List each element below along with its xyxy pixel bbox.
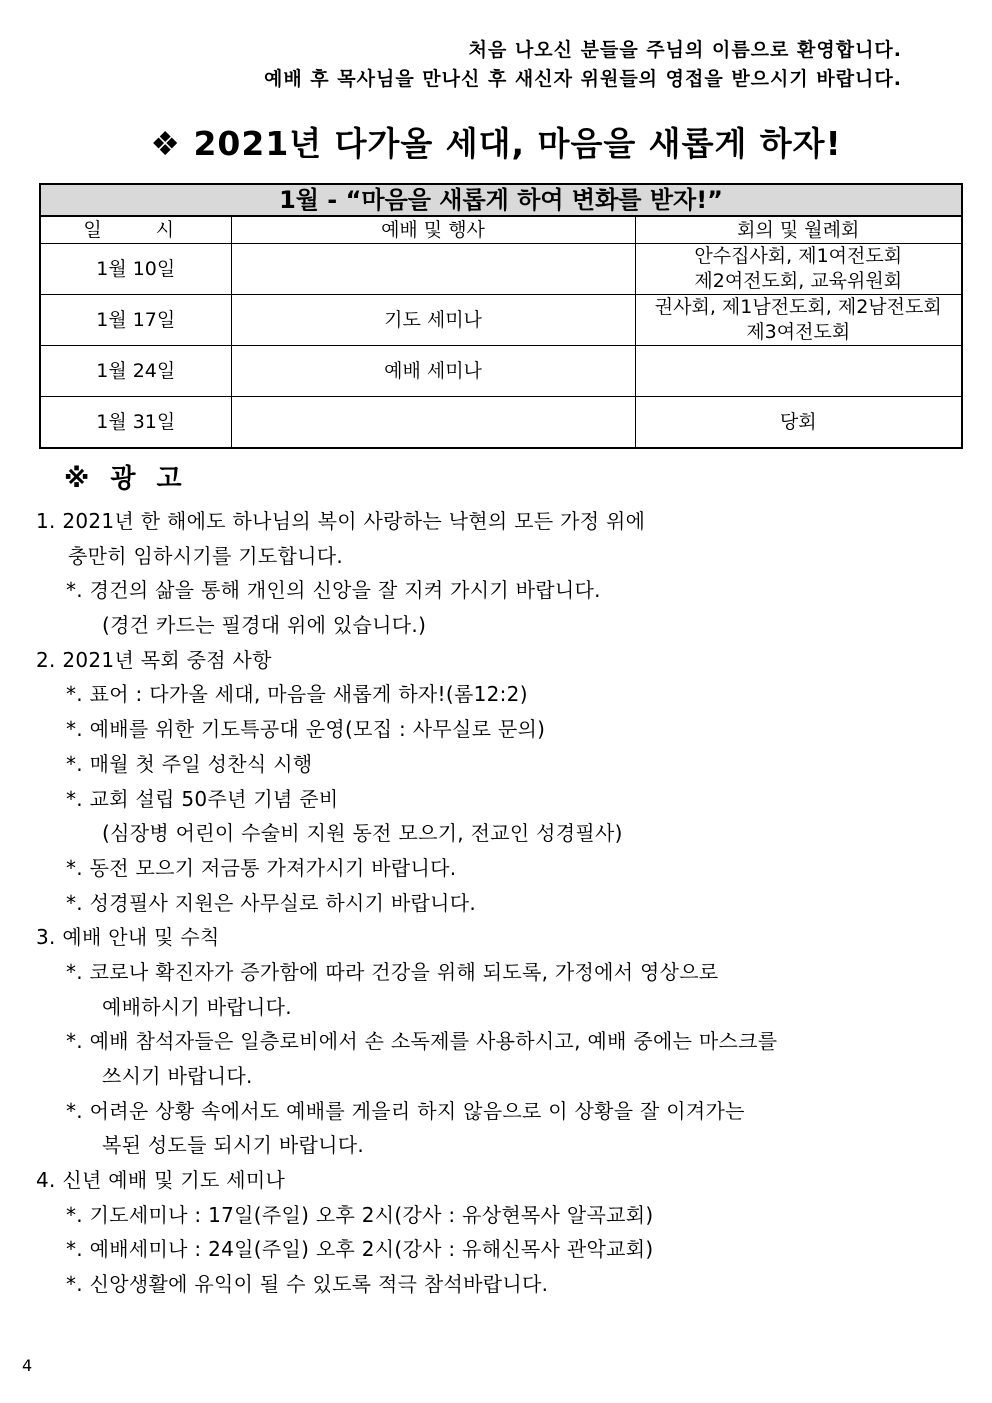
- header-meeting: 회의 및 월례회: [635, 216, 962, 244]
- announcement-line: *. 예배를 위한 기도특공대 운영(모집 : 사무실로 문의): [66, 717, 546, 742]
- announcement-line: *. 교회 설립 50주년 기념 준비: [66, 786, 339, 811]
- announcement-line: *. 예배 참석자들은 일층로비에서 손 소독제를 사용하시고, 예배 중에는 마스크를: [66, 1029, 778, 1054]
- announcement-line: *. 성경필사 지원은 사무실로 하시기 바랍니다.: [66, 890, 477, 915]
- announcement-line: 3. 예배 안내 및 수칙: [36, 925, 220, 950]
- welcome-line-2: 예배 후 목사님을 만나신 후 새신자 위원들의 영접을 받으시기 바랍니다.: [263, 68, 902, 90]
- announcement-line: 충만히 임하시기를 기도합니다.: [68, 543, 344, 568]
- header-event: 예배 및 행사: [231, 216, 635, 244]
- announcement-line: *. 표어 : 다가올 세대, 마음을 새롭게 하자!(롬12:2): [66, 682, 528, 707]
- welcome-line-1: 처음 나오신 분들을 주님의 이름으로 환영합니다.: [468, 39, 902, 61]
- row-event: [231, 397, 635, 449]
- page-number: 4: [22, 1356, 33, 1375]
- row-meeting-line-1: 당회: [779, 410, 817, 433]
- announcement-line: *. 코로나 확진자가 증가함에 따라 건강을 위해 되도록, 가정에서 영상으로: [66, 959, 719, 984]
- table-row: [40, 244, 962, 295]
- announcements-list: [36, 504, 936, 1302]
- announcement-line: 복된 성도들 되시기 바랍니다.: [102, 1133, 365, 1158]
- announcement-line: 1. 2021년 한 해에도 하나님의 복이 사랑하는 낙현의 모든 가정 위에: [36, 509, 646, 533]
- month-title-row: [40, 184, 962, 216]
- row-meeting-line-1: 권사회, 제1남전도회, 제2남전도회: [654, 296, 942, 318]
- announcement-line: *. 동전 모으기 저금통 가져가시기 바랍니다.: [66, 855, 457, 880]
- announcement-line: 예배하시기 바랍니다.: [102, 994, 292, 1019]
- row-date: 1월 17일: [40, 295, 231, 346]
- month-title: 1월 - “마음을 새롭게 하여 변화를 받자!”: [40, 184, 962, 216]
- row-meeting: [635, 244, 962, 295]
- announcement-line: 쓰시기 바랍니다.: [102, 1064, 253, 1088]
- header-row: [40, 216, 962, 244]
- row-meeting-line-2: 제2여전도회, 교육위원회: [694, 270, 903, 292]
- row-date: 1월 10일: [40, 244, 231, 295]
- row-meeting-line-2: 제3여전도회: [746, 321, 851, 343]
- announcement-line: *. 경건의 삶을 통해 개인의 신앙을 잘 지켜 가시기 바랍니다.: [66, 578, 601, 603]
- welcome-message: [264, 36, 902, 94]
- announcements-heading: ※ 광 고: [64, 464, 188, 494]
- row-date: 1월 31일: [40, 397, 231, 449]
- table-row: [40, 397, 962, 449]
- announcement-line: *. 어려운 상황 속에서도 예배를 게을리 하지 않음으로 이 상황을 잘 이겨가는: [66, 1098, 745, 1123]
- table-row: [40, 295, 962, 346]
- header-date: 일 시: [40, 216, 231, 244]
- row-event: 예배 세미나: [231, 346, 635, 397]
- row-meeting: [635, 346, 962, 397]
- main-title: ❖ 2021년 다가올 세대, 마음을 새롭게 하자!: [150, 124, 842, 163]
- row-meeting: [635, 295, 962, 346]
- row-meeting: [635, 397, 962, 449]
- table-row: [40, 346, 962, 397]
- announcement-line: 4. 신년 예배 및 기도 세미나: [36, 1168, 286, 1193]
- announcement-line: *. 기도세미나 : 17일(주일) 오후 2시(강사 : 유상현목사 알곡교회): [66, 1202, 654, 1227]
- announcement-line: (경건 카드는 필경대 위에 있습니다.): [102, 613, 427, 638]
- announcement-line: *. 신앙생활에 유익이 될 수 있도록 적극 참석바랍니다.: [66, 1272, 549, 1297]
- row-event: 기도 세미나: [231, 295, 635, 346]
- announcement-line: 2. 2021년 목회 중점 사항: [36, 647, 272, 672]
- row-event: [231, 244, 635, 295]
- row-meeting-line-1: 안수집사회, 제1여전도회: [694, 245, 903, 267]
- row-date: 1월 24일: [40, 346, 231, 397]
- announcement-line: (심장병 어린이 수술비 지원 동전 모으기, 전교인 성경필사): [102, 821, 623, 846]
- announcement-line: *. 매월 첫 주일 성찬식 시행: [66, 751, 313, 776]
- schedule-table: [39, 183, 963, 449]
- announcement-line: *. 예배세미나 : 24일(주일) 오후 2시(강사 : 유해신목사 관악교회): [66, 1237, 654, 1262]
